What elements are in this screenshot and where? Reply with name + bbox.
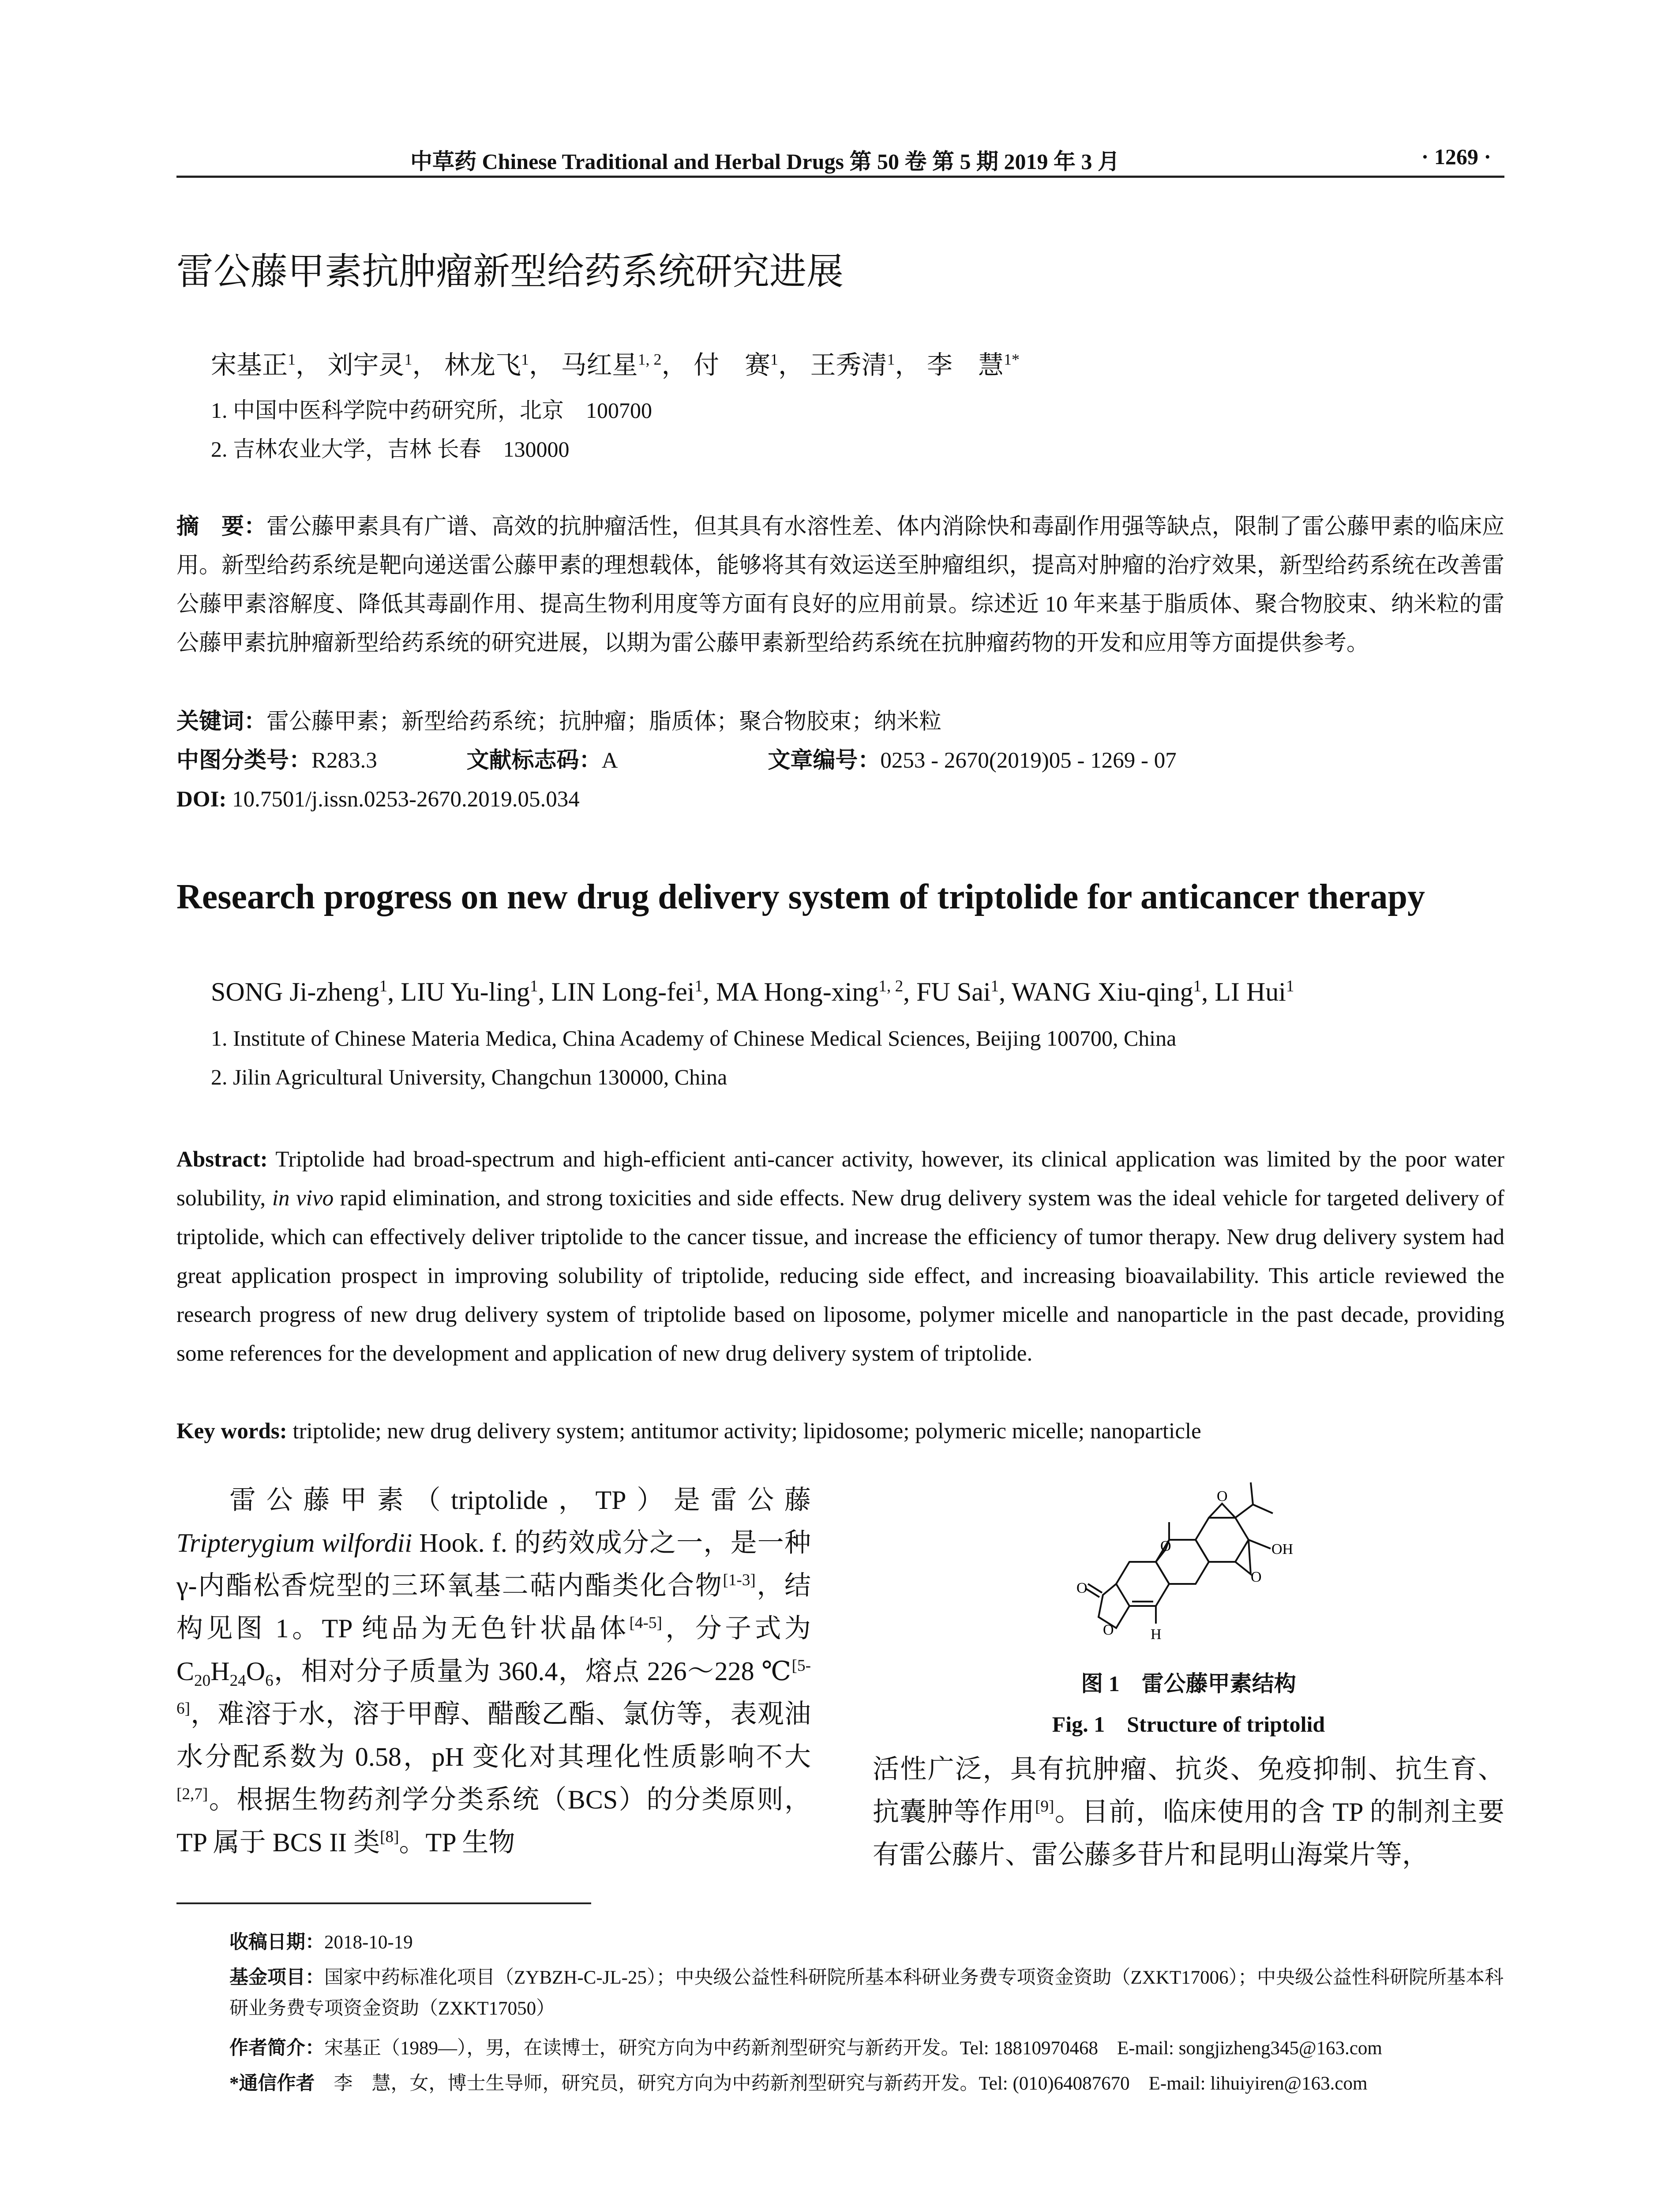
atom-label-o: O bbox=[1217, 1488, 1228, 1504]
citation: [4-5] bbox=[629, 1614, 662, 1632]
running-header bbox=[176, 140, 1504, 178]
title-cn: 雷公藤甲素抗肿瘤新型给药系统研究进展 bbox=[176, 250, 844, 293]
figure-caption-cn: 图 1 雷公藤甲素结构 bbox=[1081, 1671, 1296, 1696]
triptolide-structure-figure bbox=[1050, 1474, 1332, 1659]
footnote-corresponding: *通信作者 李 慧，女，博士生导师，研究员，研究方向为中药新剂型研究与新药开发。Tel: (010)64087670 E-mail: lihuiyiren@163.com bbox=[229, 2073, 1368, 2094]
body-paragraph-left: 雷公藤甲素（triptolide，TP）是雷公藤 Tripterygium wilfordii Hook. f. 的药效成分之一，是一种 γ-内酯松香烷型的三环氧基二萜内酯类化合物[1-3]，结构见图 1。TP 纯品为无色针状晶体[4-5]，分子式为 $C_{20}H_{24}O_6$，相对分子质量为 360.4，熔点 226～228 ℃[5-6]，难溶于水，溶于甲醇、醋酸乙酯、氯仿等，表观油水分配系数为 0.58，pH 变化对其理化性质影响不大[2,7]。根据生物药剂学分类系统（BCS）的分类原则，TP 属于 BCS II 类[8]。TP 生物 bbox=[176, 1486, 811, 1857]
abstract-cn bbox=[176, 507, 1504, 663]
author-en: MA Hong-xing bbox=[716, 977, 879, 1006]
author-cn: 宋基正 bbox=[211, 351, 288, 379]
affiliation-en-1: 1. Institute of Chinese Materia Medica, China Academy of Chinese Medical Sciences, Beijing 100700, China bbox=[211, 1026, 1177, 1050]
footnote-author-bio: 作者简介：宋基正（1989—），男，在读博士，研究方向为中药新剂型研究与新药开发。Tel: 18810970468 E-mail: songjizheng345@163.com bbox=[229, 2038, 1382, 2059]
doc-code-label: 文献标志码： bbox=[466, 748, 602, 773]
citation: [2,7] bbox=[176, 1785, 208, 1803]
keywords-en-text: triptolide; new drug delivery system; antitumor activity; lipidosome; polymeric micelle; nanoparticle bbox=[287, 1419, 1201, 1444]
doi-label: DOI: bbox=[176, 787, 227, 812]
keywords-cn-label: 关键词： bbox=[176, 709, 267, 734]
author-en: SONG Ji-zheng bbox=[211, 977, 379, 1006]
article-number-label: 文章编号： bbox=[768, 748, 881, 773]
author-en: WANG Xiu-qing bbox=[1012, 977, 1193, 1006]
atom-label-h: H bbox=[1151, 1626, 1162, 1643]
atom-label-o: O bbox=[1076, 1580, 1088, 1596]
author-cn: 刘宇灵 bbox=[327, 351, 405, 379]
author-cn: 王秀清 bbox=[810, 351, 887, 379]
atom-label-o: O bbox=[1103, 1622, 1114, 1638]
atom-label-oh: OH bbox=[1271, 1541, 1294, 1557]
keywords-cn bbox=[176, 702, 1504, 741]
doi-line bbox=[176, 780, 1504, 819]
footnote-divider bbox=[176, 1902, 591, 1904]
abstract-en-label: Abstract: bbox=[176, 1147, 268, 1172]
author-cn: 马红星 bbox=[561, 351, 638, 379]
author-en: FU Sai bbox=[916, 977, 991, 1006]
footnote-fund: 基金项目：国家中药标准化项目（ZYBZH-C-JL-25）；中央级公益性科研院所基本科研业务费专项资金资助（ZXKT17006）；中央级公益性科研院所基本科研业务费专项资金资助（ZXKT17050） bbox=[229, 1967, 1504, 2019]
authors-en: SONG Ji-zheng$^1$, LIU Yu-ling$^1$, LIN Long-fei$^1$, MA Hong-xing$^{1, 2}$, FU Sai$^1$, WANG Xiu-qing$^1$, LI Hui$^1$ bbox=[211, 977, 1294, 1006]
author-en: LIU Yu-ling bbox=[401, 977, 530, 1006]
journal-header: 中草药 Chinese Traditional and Herbal Drugs 第 50 卷 第 5 期 2019 年 3 月 bbox=[410, 149, 1120, 174]
keywords-cn-text: 雷公藤甲素；新型给药系统；抗肿瘤；脂质体；聚合物胶束；纳米粒 bbox=[266, 709, 942, 734]
affiliation-cn-2: 2. 吉林农业大学，吉林 长春 130000 bbox=[211, 437, 570, 461]
keywords-en bbox=[176, 1412, 1504, 1451]
clc-label: 中图分类号： bbox=[176, 748, 312, 773]
doc-code-value: A bbox=[601, 748, 617, 773]
citation: [9] bbox=[1035, 1797, 1054, 1816]
abstract-cn-text: 雷公藤甲素具有广谱、高效的抗肿瘤活性，但其具有水溶性差、体内消除快和毒副作用强等缺点，限制了雷公藤甲素的临床应用。新型给药系统是靶向递送雷公藤甲素的理想载体，能够将其有效运送至肿瘤组织，提高对肿瘤的治疗效果，新型给药系统在改善雷公藤甲素溶解度、降低其毒副作用、提高生物利用度等方面有良好的应用前景。综述近 10 年来基于脂质体、聚合物胶束、纳米粒的雷公藤甲素抗肿瘤新型给药系统的研究进展，以期为雷公藤甲素新型给药系统在抗肿瘤药物的开发和应用等方面提供参考。 bbox=[176, 514, 1504, 656]
author-cn: 林龙飞 bbox=[444, 351, 521, 379]
figure-caption-en: Fig. 1 Structure of triptolid bbox=[1052, 1712, 1325, 1737]
affiliation-cn-1: 1. 中国中医科学院中药研究所，北京 100700 bbox=[211, 398, 652, 423]
authors-cn: 宋基正$^1$， 刘宇灵$^1$， 林龙飞$^1$， 马红星$^{1, 2}$， 付 赛$^1$， 王秀清$^1$， 李 慧$^{1*}$ bbox=[211, 350, 1020, 379]
page-number: · 1269 · bbox=[1421, 144, 1491, 169]
author-cn: 李 慧 bbox=[927, 351, 1004, 379]
clc-value: R283.3 bbox=[311, 748, 377, 773]
abstract-cn-label: 摘 要： bbox=[176, 514, 267, 539]
citation: [5-6] bbox=[176, 1657, 811, 1718]
footnote-received: 收稿日期：2018-10-19 bbox=[229, 1932, 413, 1953]
author-en: LI Hui bbox=[1215, 977, 1286, 1006]
author-en: LIN Long-fei bbox=[551, 977, 695, 1006]
article-number-value: 0253 - 2670(2019)05 - 1269 - 07 bbox=[880, 748, 1177, 773]
abstract-en: Abstract: Triptolide had broad-spectrum and high-efficient anti-cancer activity, however, its clinical application was limited by the poor water solubility, in vivo rapid elimination, and strong toxicities and side effects. New drug delivery system was the ideal vehicle for targeted delivery of triptolide, which can effectively deliver triptolide to the cancer tissue, and increase the efficiency of tumor therapy. New drug delivery system had great application prospect in improving solubility of triptolide, reducing side effect, and increasing bioavailability. This article reviewed the research progress of new drug delivery system of triptolide based on liposome, polymer micelle and nanoparticle in the past decade, providing some references for the development and application of new drug delivery system of triptolide. bbox=[176, 1147, 1504, 1366]
atom-label-o: O bbox=[1251, 1569, 1262, 1585]
classification-line bbox=[176, 741, 1504, 780]
author-cn: 付 赛 bbox=[694, 351, 771, 379]
doi-value: 10.7501/j.issn.0253-2670.2019.05.034 bbox=[232, 787, 580, 812]
body-paragraph-right: 活性广泛，具有抗肿瘤、抗炎、免疫抑制、抗生育、抗囊肿等作用[9]。目前，临床使用的含 TP 的制剂主要有雷公藤片、雷公藤多苷片和昆明山海棠片等， bbox=[873, 1755, 1504, 1869]
citation: [1-3] bbox=[723, 1571, 756, 1589]
keywords-en-label: Key words: bbox=[176, 1419, 287, 1444]
title-en: Research progress on new drug delivery system of triptolide for anticancer therapy bbox=[176, 878, 1425, 916]
affiliation-en-2: 2. Jilin Agricultural University, Changchun 130000, China bbox=[211, 1065, 728, 1089]
atom-label-o: O bbox=[1160, 1538, 1171, 1554]
citation: [8] bbox=[380, 1828, 399, 1846]
